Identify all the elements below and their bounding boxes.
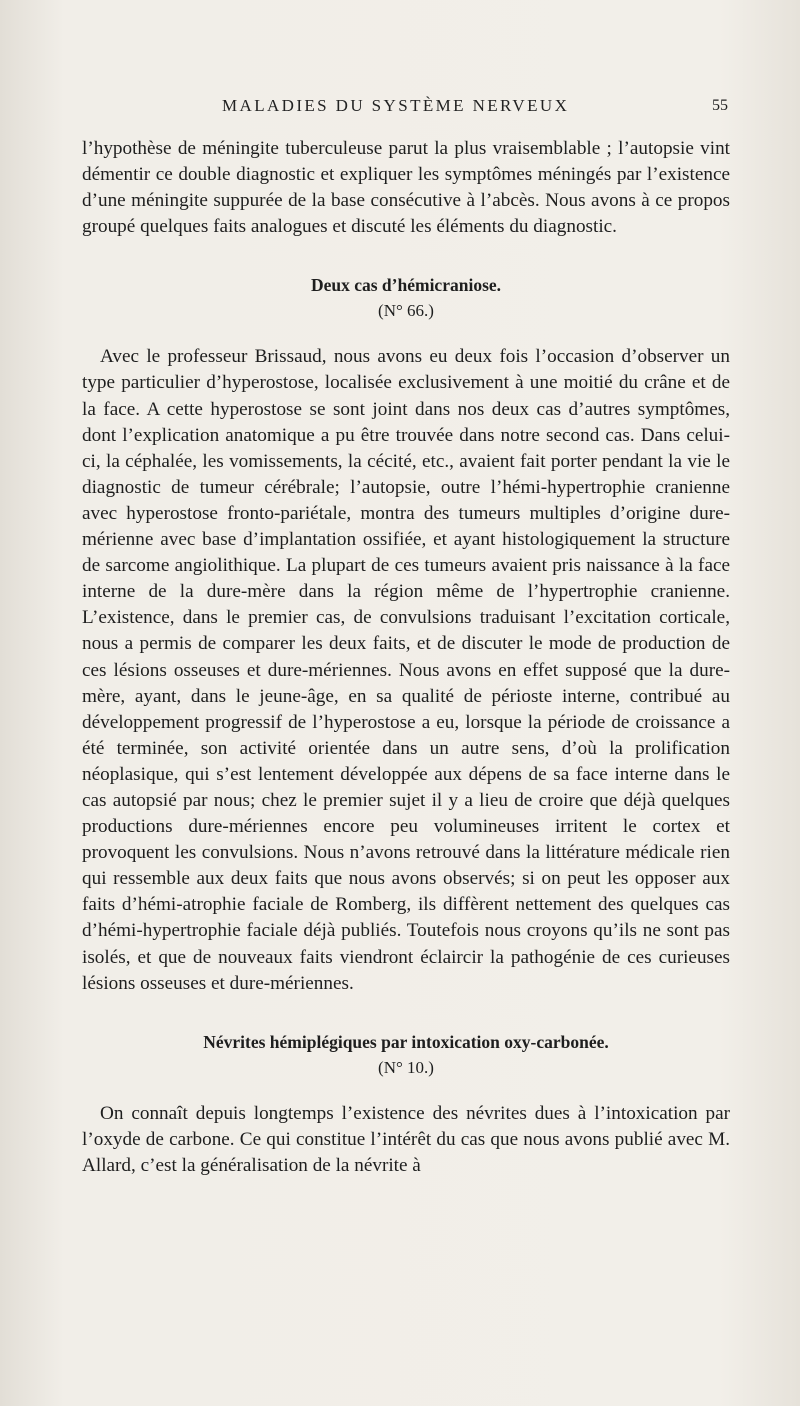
hemicraniose-paragraph: Avec le professeur Brissaud, nous avons eu deux fois l’occasion d’observer un type particulier d’hyperostose, localisée exclusivement à une moitié du crâne et de la face. A cette hyperostose se sont joint dans nos deux cas d’autres symptômes, dont l’explication anatomique a pu être trouvée dans notre second cas. Dans celui-ci, la céphalée, les vomissements, la cécité, etc., avaient fait porter pendant la vie le diagnostic de tumeur cérébrale; l’autopsie, outre l’hémi-hypertrophie cranienne avec hyperostose fronto-pariétale, montra des tumeurs multiples d’origine dure-mérienne avec base d’implantation ossifiée, et ayant histologiquement la structure de sarcome angiolithique. La plupart de ces tumeurs avaient pris naissance à la face interne de la dure-mère dans la région même de l’hypertrophie cranienne. L’existence, dans le premier cas, de convulsions traduisant l’excitation corticale, nous a permis de comparer les deux faits, et de discuter le mode de production de ces lésions osseuses et dure-mériennes. Nous avons en effet supposé que la dure-mère, ayant, dans le jeune-âge, en sa qualité de périoste interne, contribué au développement progressif de l’hyperostose a eu, lorsque la période de croissance a été terminée, son activité orientée dans un autre sens, d’où la prolification néoplasique, qui s’est lentement développée aux dépens de sa face interne dans le cas autopsié par nous; chez le premier sujet il y a lieu de croire que déjà quelques productions dure-mériennes encore peu volumineuses irritent le cortex et provoquent les convulsions. Nous n’avons retrouvé dans la littérature médicale rien qui ressemble aux deux faits que nous avons observés; si on peut les opposer aux faits d’hémi-atrophie faciale de Romberg, ils diffèrent nettement des quelques cas d’hémi-hypertrophie faciale déjà publiés. Toutefois nous croyons qu’ils ne sont pas isolés, et que de nouveaux faits viendront éclaircir la pathogénie de ces curieuses lésions osseuses et dure-mériennes.: [82, 346, 730, 994]
section-title-nevrites: Névrites hémiplégiques par intoxication oxy-carbonée.: [203, 1031, 609, 1052]
section-number-10: (N° 10.): [378, 1057, 434, 1077]
nevrites-paragraph: On connaît depuis longtemps l’existence des névrites dues à l’intoxication par l’oxyde de carbone. Ce qui constitue l’intérêt du cas que nous avons publié avec M. Allard, c’est la généralisation de la névrite à: [82, 1102, 730, 1176]
intro-paragraph: l’hypothèse de méningite tuberculeuse parut la plus vraisemblable ; l’autopsie vint démentir ce double diagnostic et expliquer les symptômes méningés par l’existence d’une méningite suppurée de la base consécutive à l’abcès. Nous avons à ce propos groupé quelques faits analogues et discuté les éléments du diagnostic.: [82, 138, 730, 238]
page-header: [0, 96, 800, 124]
section-title-hemicraniose: Deux cas d’hémicraniose.: [310, 275, 502, 296]
body-text: [82, 136, 730, 1179]
running-title: MALADIES DU SYSTÈME NERVEUX: [222, 96, 570, 115]
section-number-66: (N° 66.): [378, 301, 434, 321]
page-number: 55: [712, 97, 728, 114]
